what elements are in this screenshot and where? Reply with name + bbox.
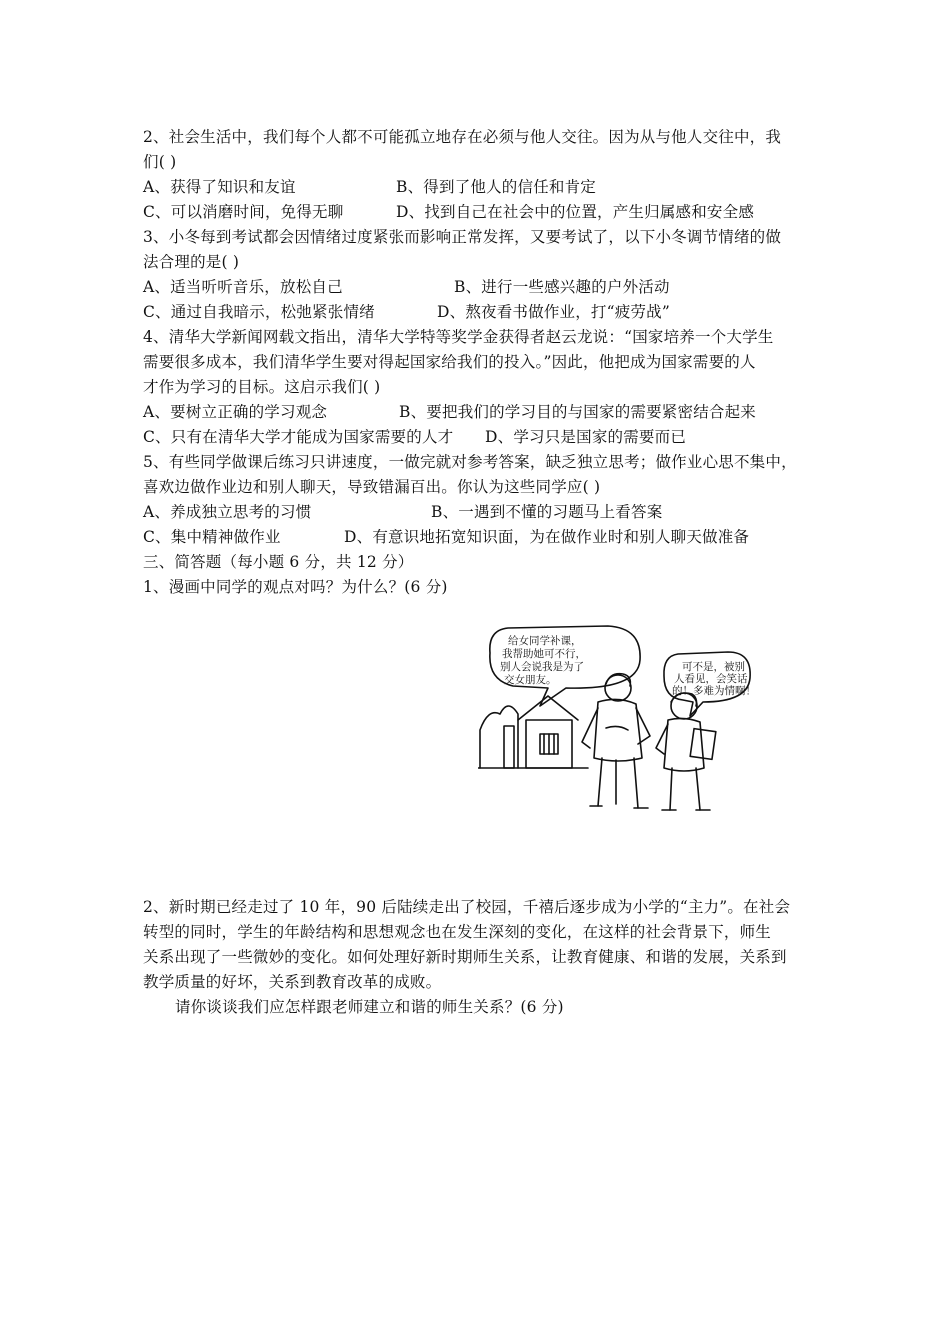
student-left-drawing xyxy=(582,674,650,808)
q3-option-a: A、适当听听音乐，放松自己 xyxy=(143,278,343,296)
q4-stem-line2: 需要很多成本，我们清华学生要对得起国家给我们的投入。”因此，他把成为国家需要的人 xyxy=(143,353,756,371)
svg-text:交女朋友。: 交女朋友。 xyxy=(504,674,557,686)
q2-option-c: C、可以消磨时间，免得无聊 xyxy=(143,203,344,221)
cartoon-illustration xyxy=(478,618,778,818)
q4-options-ab xyxy=(143,401,756,423)
q5-option-d: D、有意识地拓宽知识面，为在做作业时和别人聊天做准备 xyxy=(344,528,750,546)
q5-option-a: A、养成独立思考的习惯 xyxy=(143,503,312,521)
svg-text:别人会说我是为了: 别人会说我是为了 xyxy=(500,661,584,673)
q2-stem-line1: 2、社会生活中，我们每个人都不可能孤立地存在必须与他人交往。因为从与他人交往中，我 xyxy=(143,128,782,146)
q3-options-ab xyxy=(143,276,670,298)
q5-options-ab xyxy=(143,501,663,523)
short-question-2-line3: 关系出现了一些微妙的变化。如何处理好新时期师生关系，让教育健康、和谐的发展，关系到 xyxy=(143,948,787,966)
section3-heading: 三、简答题（每小题 6 分，共 12 分） xyxy=(143,553,414,571)
q4-stem-line1: 4、清华大学新闻网载文指出，清华大学特等奖学金获得者赵云龙说：“国家培养一个大学生 xyxy=(143,328,774,346)
school-gate-drawing xyxy=(478,696,588,768)
q4-options-cd xyxy=(143,426,687,448)
q3-option-c: C、通过自我暗示，松弛紧张情绪 xyxy=(143,303,375,321)
q5-stem-line2: 喜欢边做作业边和别人聊天，导致错漏百出。你认为这些同学应( ) xyxy=(143,478,601,496)
q5-stem-line1: 5、有些同学做课后练习只讲速度，一做完就对参考答案，缺乏独立思考；做作业心思不集中， xyxy=(143,453,797,471)
bubble-right-text xyxy=(672,660,756,697)
short-question-1: 1、漫画中同学的观点对吗？为什么？(6 分) xyxy=(143,578,448,596)
q2-options-cd xyxy=(143,201,755,223)
q4-option-b: B、要把我们的学习目的与国家的需要紧密结合起来 xyxy=(399,403,756,421)
q5-option-b: B、一遇到不懂的习题马上看答案 xyxy=(431,503,663,521)
short-question-2-line1: 2、新时期已经走过了 10 年，90 后陆续走出了校园，千禧后逐步成为小学的“主力”。在社会 xyxy=(143,898,791,916)
q3-option-b: B、进行一些感兴趣的户外活动 xyxy=(454,278,670,296)
q2-stem-line2: 们( ) xyxy=(143,153,177,171)
q2-options-ab xyxy=(143,176,596,198)
svg-text:的！多难为情啊！: 的！多难为情啊！ xyxy=(672,685,756,697)
q5-options-cd xyxy=(143,526,750,548)
q2-option-b: B、得到了他人的信任和肯定 xyxy=(396,178,596,196)
q3-stem-line2: 法合理的是( ) xyxy=(143,253,240,271)
q4-option-d: D、学习只是国家的需要而已 xyxy=(485,428,687,446)
short-question-2-line2: 转型的同时，学生的年龄结构和思想观念也在发生深刻的变化，在这样的社会背景下，师生 xyxy=(143,923,772,941)
svg-text:可不是，被别: 可不是，被别 xyxy=(682,661,745,673)
q2-option-a: A、获得了知识和友谊 xyxy=(143,178,296,196)
q4-option-a: A、要树立正确的学习观念 xyxy=(143,403,328,421)
q4-stem-line3: 才作为学习的目标。这启示我们( ) xyxy=(143,378,381,396)
q3-stem-line1: 3、小冬每到考试都会因情绪过度紧张而影响正常发挥，又要考试了，以下小冬调节情绪的做 xyxy=(143,228,782,246)
q2-option-d: D、找到自己在社会中的位置，产生归属感和安全感 xyxy=(396,203,755,221)
q3-option-d: D、熬夜看书做作业，打“疲劳战” xyxy=(437,303,670,321)
q5-option-c: C、集中精神做作业 xyxy=(143,528,281,546)
student-right-drawing xyxy=(656,693,716,810)
short-question-2-prompt: 请你谈谈我们应怎样跟老师建立和谐的师生关系？(6 分) xyxy=(175,998,564,1016)
bubble-left-text xyxy=(500,634,586,686)
svg-text:我帮助她可不行，: 我帮助她可不行， xyxy=(502,648,586,660)
svg-text:给女同学补课，: 给女同学补课， xyxy=(508,635,582,647)
svg-text:人看见，会笑话: 人看见，会笑话 xyxy=(674,673,748,685)
q4-option-c: C、只有在清华大学才能成为国家需要的人才 xyxy=(143,428,454,446)
short-question-2-line4: 教学质量的好坏，关系到教育改革的成败。 xyxy=(143,973,442,991)
q3-options-cd xyxy=(143,301,670,323)
